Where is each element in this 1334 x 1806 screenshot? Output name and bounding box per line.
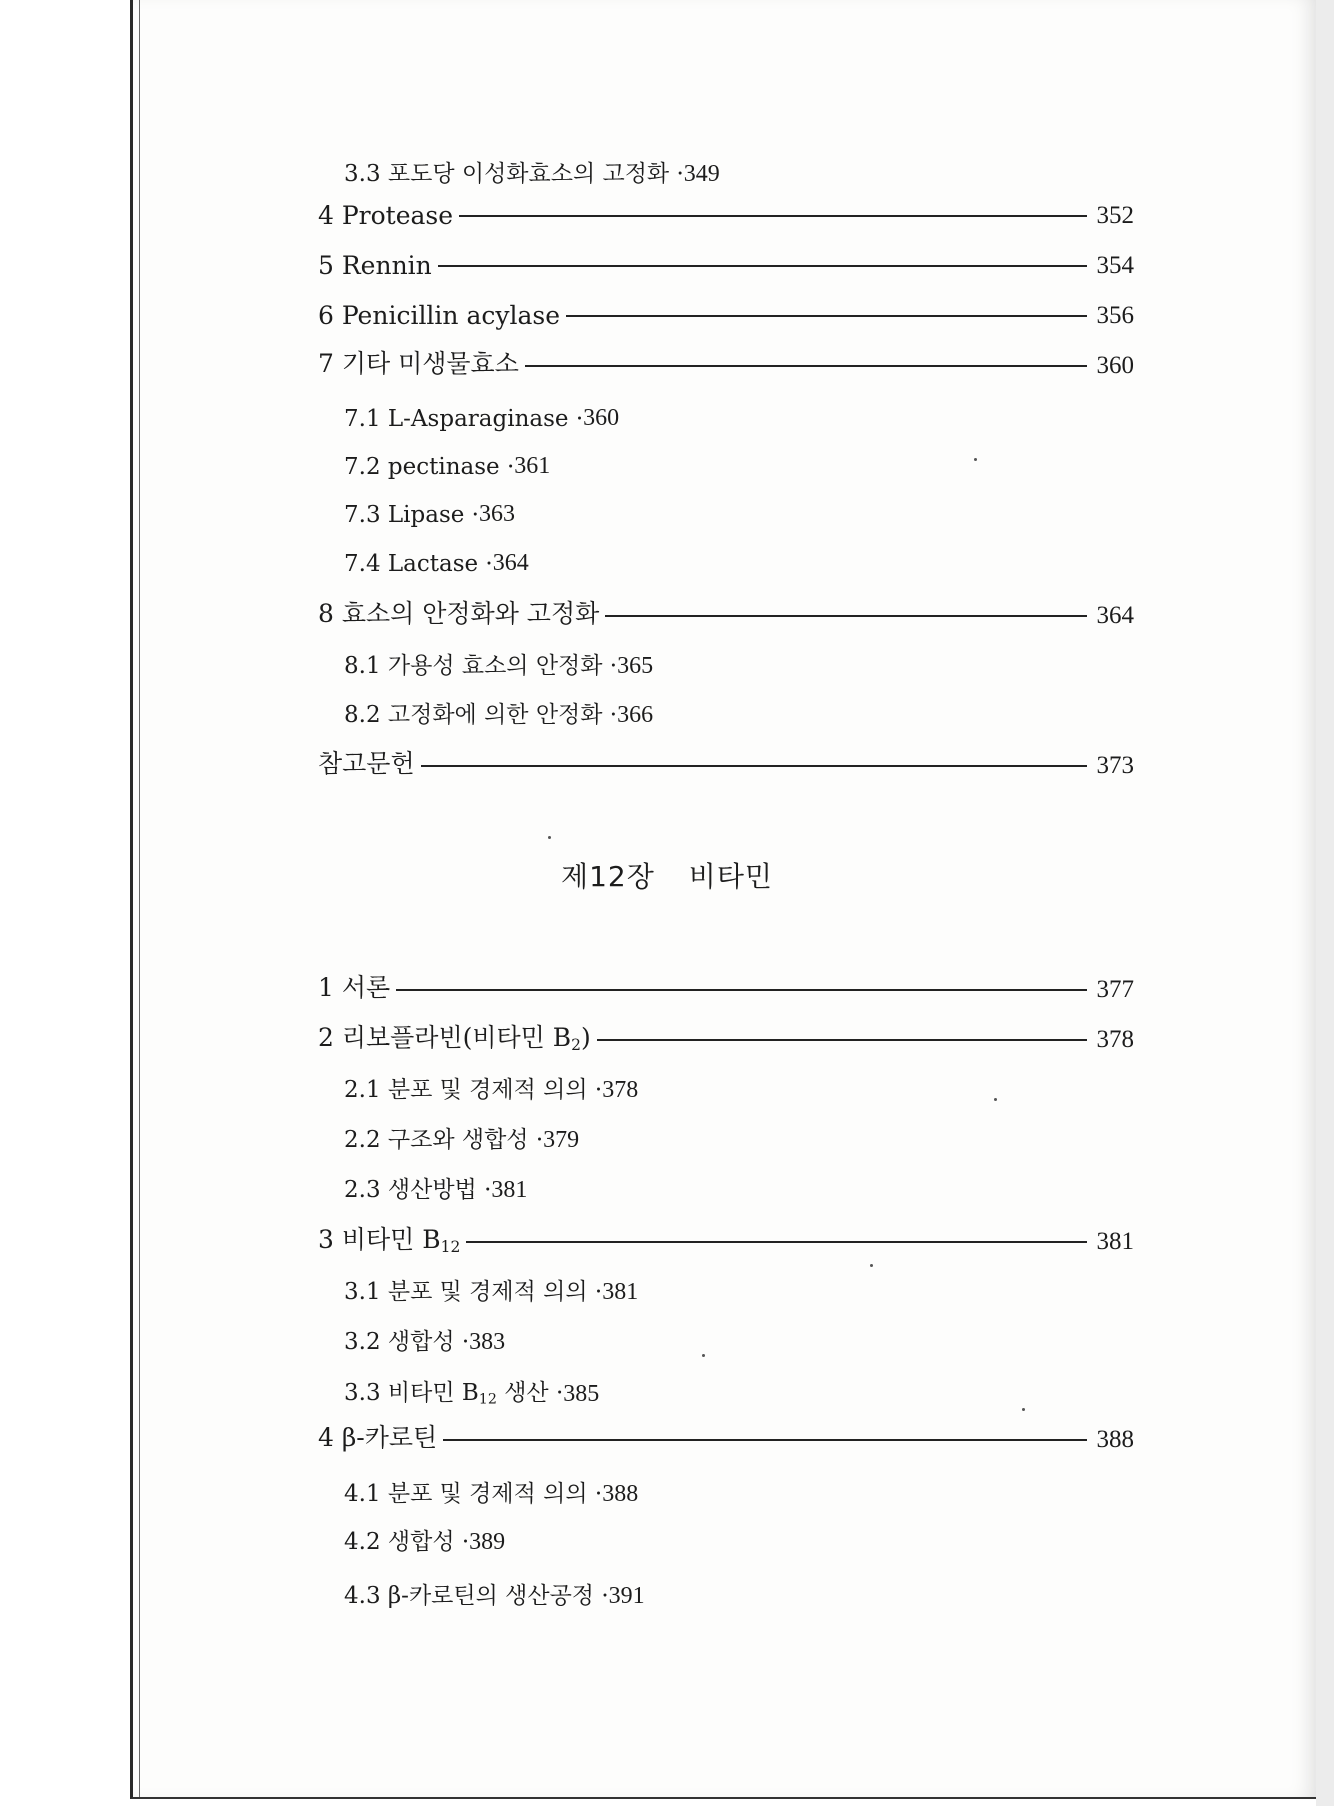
left-margin: [0, 0, 128, 1806]
toc-entry-page: 352: [1096, 202, 1134, 229]
scan-speck: [702, 1354, 705, 1357]
toc-entry-page: 378: [602, 1077, 639, 1103]
toc-entry-7-1: [344, 400, 619, 432]
toc-entry-page: 381: [491, 1177, 528, 1203]
toc-entry-5: [318, 246, 1134, 280]
toc-entry-ch12-3-1: [344, 1274, 638, 1306]
leader-line: [525, 365, 1087, 367]
toc-entry-page: 388: [1096, 1426, 1134, 1453]
toc-entry-label: 7.4 Lactase ·: [344, 551, 493, 577]
toc-entry-page: 388: [602, 1481, 639, 1507]
toc-entry-3-3: [344, 156, 720, 188]
toc-entry-ch12-4-2: [344, 1524, 505, 1556]
leader-line: [566, 315, 1086, 317]
toc-entry-label: 8 효소의 안정화와 고정화: [318, 599, 600, 628]
toc-entry-label: 8.1 가용성 효소의 안정화 ·: [344, 653, 618, 679]
toc-entry-label: 참고문헌: [318, 749, 415, 778]
toc-entry-label: 6 Penicillin acylase: [318, 301, 561, 330]
page-binding-line: [139, 0, 140, 1797]
toc-entry-page: 381: [1096, 1228, 1134, 1255]
toc-entry-8-2: [344, 697, 653, 729]
toc-entry-page: 389: [469, 1529, 506, 1555]
scan-speck: [870, 1264, 873, 1267]
toc-entry-ch12-2-3: [344, 1172, 527, 1204]
toc-entry-ch12-1: [318, 970, 1134, 1004]
leader-line: [459, 215, 1086, 217]
toc-entry-ch12-2: [318, 1020, 1134, 1054]
leader-line: [443, 1439, 1086, 1441]
toc-entry-page: 360: [583, 405, 620, 431]
toc-entry-page: 363: [479, 501, 515, 527]
toc-entry-ch12-3-2: [344, 1324, 505, 1356]
toc-entry-page: 364: [492, 550, 529, 576]
toc-entry-page: 373: [1096, 752, 1134, 779]
toc-entry-label: 7.2 pectinase ·: [344, 454, 515, 480]
toc-entry-label: 4 Protease: [318, 201, 454, 230]
leader-line: [605, 615, 1086, 617]
toc-entry-references: [318, 746, 1134, 780]
toc-entry-label: 2.2 구조와 생합성 ·: [344, 1127, 544, 1153]
toc-entry-label: 8.2 고정화에 의한 안정화 ·: [344, 702, 618, 728]
toc-entry-label: 4 β-카로틴: [318, 1423, 438, 1452]
toc-entry-label: 3.3 비타민 B12 생산 ·: [344, 1380, 564, 1408]
toc-entry-7-3: [344, 496, 515, 528]
toc-entry-label: 1 서론: [318, 973, 391, 1002]
toc-entry-ch12-4-3: [344, 1578, 645, 1610]
scan-speck: [548, 836, 551, 839]
toc-entry-label: 7.1 L-Asparaginase ·: [344, 406, 584, 432]
toc-entry-page: 360: [1096, 352, 1134, 379]
toc-entry-page: 391: [608, 1583, 645, 1609]
toc-entry-label: 4.1 분포 및 경제적 의의 ·: [344, 1481, 603, 1507]
toc-entry-page: 385: [563, 1381, 600, 1407]
toc-entry-label: 2.1 분포 및 경제적 의의 ·: [344, 1077, 603, 1103]
toc-entry-page: 381: [602, 1279, 639, 1305]
toc-entry-ch12-2-2: [344, 1122, 579, 1154]
toc-entry-label: 7 기타 미생물효소: [318, 349, 519, 378]
toc-entry-8-1: [344, 648, 653, 680]
scan-speck: [974, 458, 977, 461]
toc-entry-label: 3.3 포도당 이성화효소의 고정화 ·: [344, 161, 684, 187]
toc-entry-page: 378: [1096, 1026, 1134, 1053]
chapter-number: 제12장: [561, 860, 655, 893]
chapter-title: 비타민: [688, 860, 773, 893]
toc-entry-ch12-4-1: [344, 1476, 638, 1508]
scan-speck: [994, 1098, 997, 1101]
chapter-heading: [0, 855, 1334, 895]
toc-entry-4: [318, 196, 1134, 230]
toc-entry-page: 366: [617, 702, 654, 728]
toc-entry-label: 3 비타민 B12: [318, 1225, 461, 1256]
leader-line: [396, 989, 1086, 991]
toc-entry-6: [318, 296, 1134, 330]
leader-line: [597, 1039, 1087, 1041]
toc-entry-label: 2 리보플라빈(비타민 B2): [318, 1023, 591, 1054]
leader-line: [421, 765, 1087, 767]
toc-entry-label: 3.1 분포 및 경제적 의의 ·: [344, 1279, 603, 1305]
toc-entry-label: 2.3 생산방법 ·: [344, 1177, 492, 1203]
toc-entry-page: 361: [514, 453, 551, 479]
toc-entry-page: 377: [1096, 976, 1134, 1003]
toc-entry-7: [318, 346, 1134, 380]
toc-entry-page: 379: [543, 1127, 580, 1153]
toc-entry-label: 4.3 β-카로틴의 생산공정 ·: [344, 1583, 609, 1609]
leader-line: [438, 265, 1087, 267]
toc-entry-page: 349: [683, 161, 720, 187]
toc-entry-label: 7.3 Lipase ·: [344, 502, 479, 528]
toc-entry-page: 354: [1096, 252, 1134, 279]
toc-entry-7-4: [344, 545, 529, 577]
toc-entry-page: 364: [1096, 602, 1134, 629]
toc-entry-page: 365: [617, 653, 654, 679]
toc-entry-ch12-2-1: [344, 1072, 638, 1104]
toc-entry-label: 5 Rennin: [318, 251, 432, 280]
toc-entry-7-2: [344, 448, 550, 480]
toc-entry-ch12-3-3: [344, 1376, 599, 1408]
scan-speck: [1022, 1408, 1025, 1411]
toc-entry-8: [318, 596, 1134, 630]
toc-entry-ch12-4: [318, 1420, 1134, 1454]
toc-entry-label: 3.2 생합성 ·: [344, 1329, 470, 1355]
leader-line: [466, 1241, 1086, 1243]
toc-entry-ch12-3: [318, 1222, 1134, 1256]
toc-entry-label: 4.2 생합성 ·: [344, 1529, 470, 1555]
toc-entry-page: 383: [469, 1329, 506, 1355]
page-edge-shadow: [1316, 0, 1334, 1806]
toc-entry-page: 356: [1096, 302, 1134, 329]
